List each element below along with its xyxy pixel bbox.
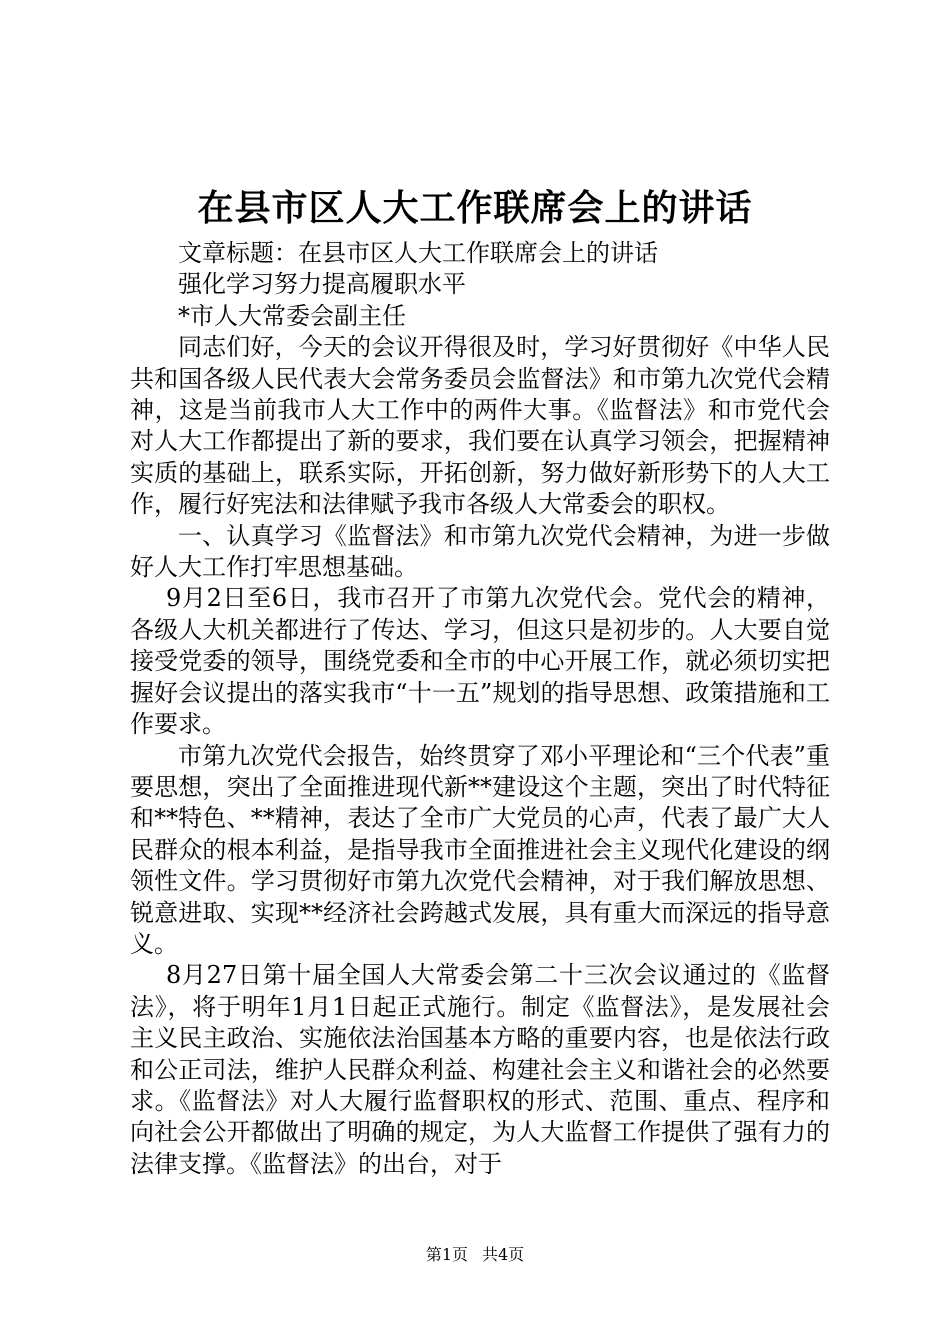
page-footer bbox=[0, 1244, 950, 1266]
document-body bbox=[130, 238, 830, 1180]
article-title-line: 文章标题：在县市区人大工作联席会上的讲话 bbox=[178, 239, 658, 267]
section-heading: 一、认真学习《监督法》和市第九次党代会精神，为进一步做好人大工作打牢思想基础。 bbox=[130, 521, 830, 582]
subtitle-line: 强化学习努力提高履职水平 bbox=[178, 270, 466, 299]
body-paragraph: 市第九次党代会报告，始终贯穿了邓小平理论和“三个代表”重要思想，突出了全面推进现代新**建设这个主题，突出了时代特征和**特色、**精神，表达了全市广大党员的心声，代表了最广大人民群众的根本利益，是指导我市全面推进社会主义现代化建设的纲领性文件。学习贯彻好市第九次党代会精神，对于我们解放思想、锐意进取、实现**经济社会跨越式发展，具有重大而深远的指导意义。 bbox=[130, 741, 830, 958]
document-title: 在县市区人大工作联席会上的讲话 bbox=[197, 187, 753, 229]
author-line: *市人大常委会副主任 bbox=[178, 301, 406, 330]
body-paragraph: 9月2日至6日，我市召开了市第九次党代会。党代会的精神，各级人大机关都进行了传达、学习，但这只是初步的。人大要自觉接受党委的领导，围绕党委和全市的中心开展工作，就必须切实把握好会议提出的落实我市“十一五”规划的指导思想、政策措施和工作要求。 bbox=[130, 584, 830, 739]
body-paragraph: 8月27日第十届全国人大常委会第二十三次会议通过的《监督法》，将于明年1月1日起正式施行。制定《监督法》，是发展社会主义民主政治、实施依法治国基本方略的重要内容，也是依法行政和公正司法，维护人民群众利益、构建社会主义和谐社会的必然要求。《监督法》对人大履行监督职权的形式、范围、重点、程序和向社会公开都做出了明确的规定，为人大监督工作提供了强有力的法律支撑。《监督法》的出台，对于 bbox=[130, 961, 830, 1178]
body-paragraph: 同志们好，今天的会议开得很及时，学习好贯彻好《中华人民共和国各级人民代表大会常务委员会监督法》和市第九次党代会精神，这是当前我市人大工作中的两件大事。《监督法》和市党代会对人大工作都提出了新的要求，我们要在认真学习领会，把握精神实质的基础上，联系实际，开拓创新，努力做好新形势下的人大工作，履行好宪法和法律赋予我市各级人大常委会的职权。 bbox=[130, 333, 830, 519]
page-total: 共4页 bbox=[482, 1245, 525, 1264]
page-number: 第1页 bbox=[425, 1245, 468, 1264]
